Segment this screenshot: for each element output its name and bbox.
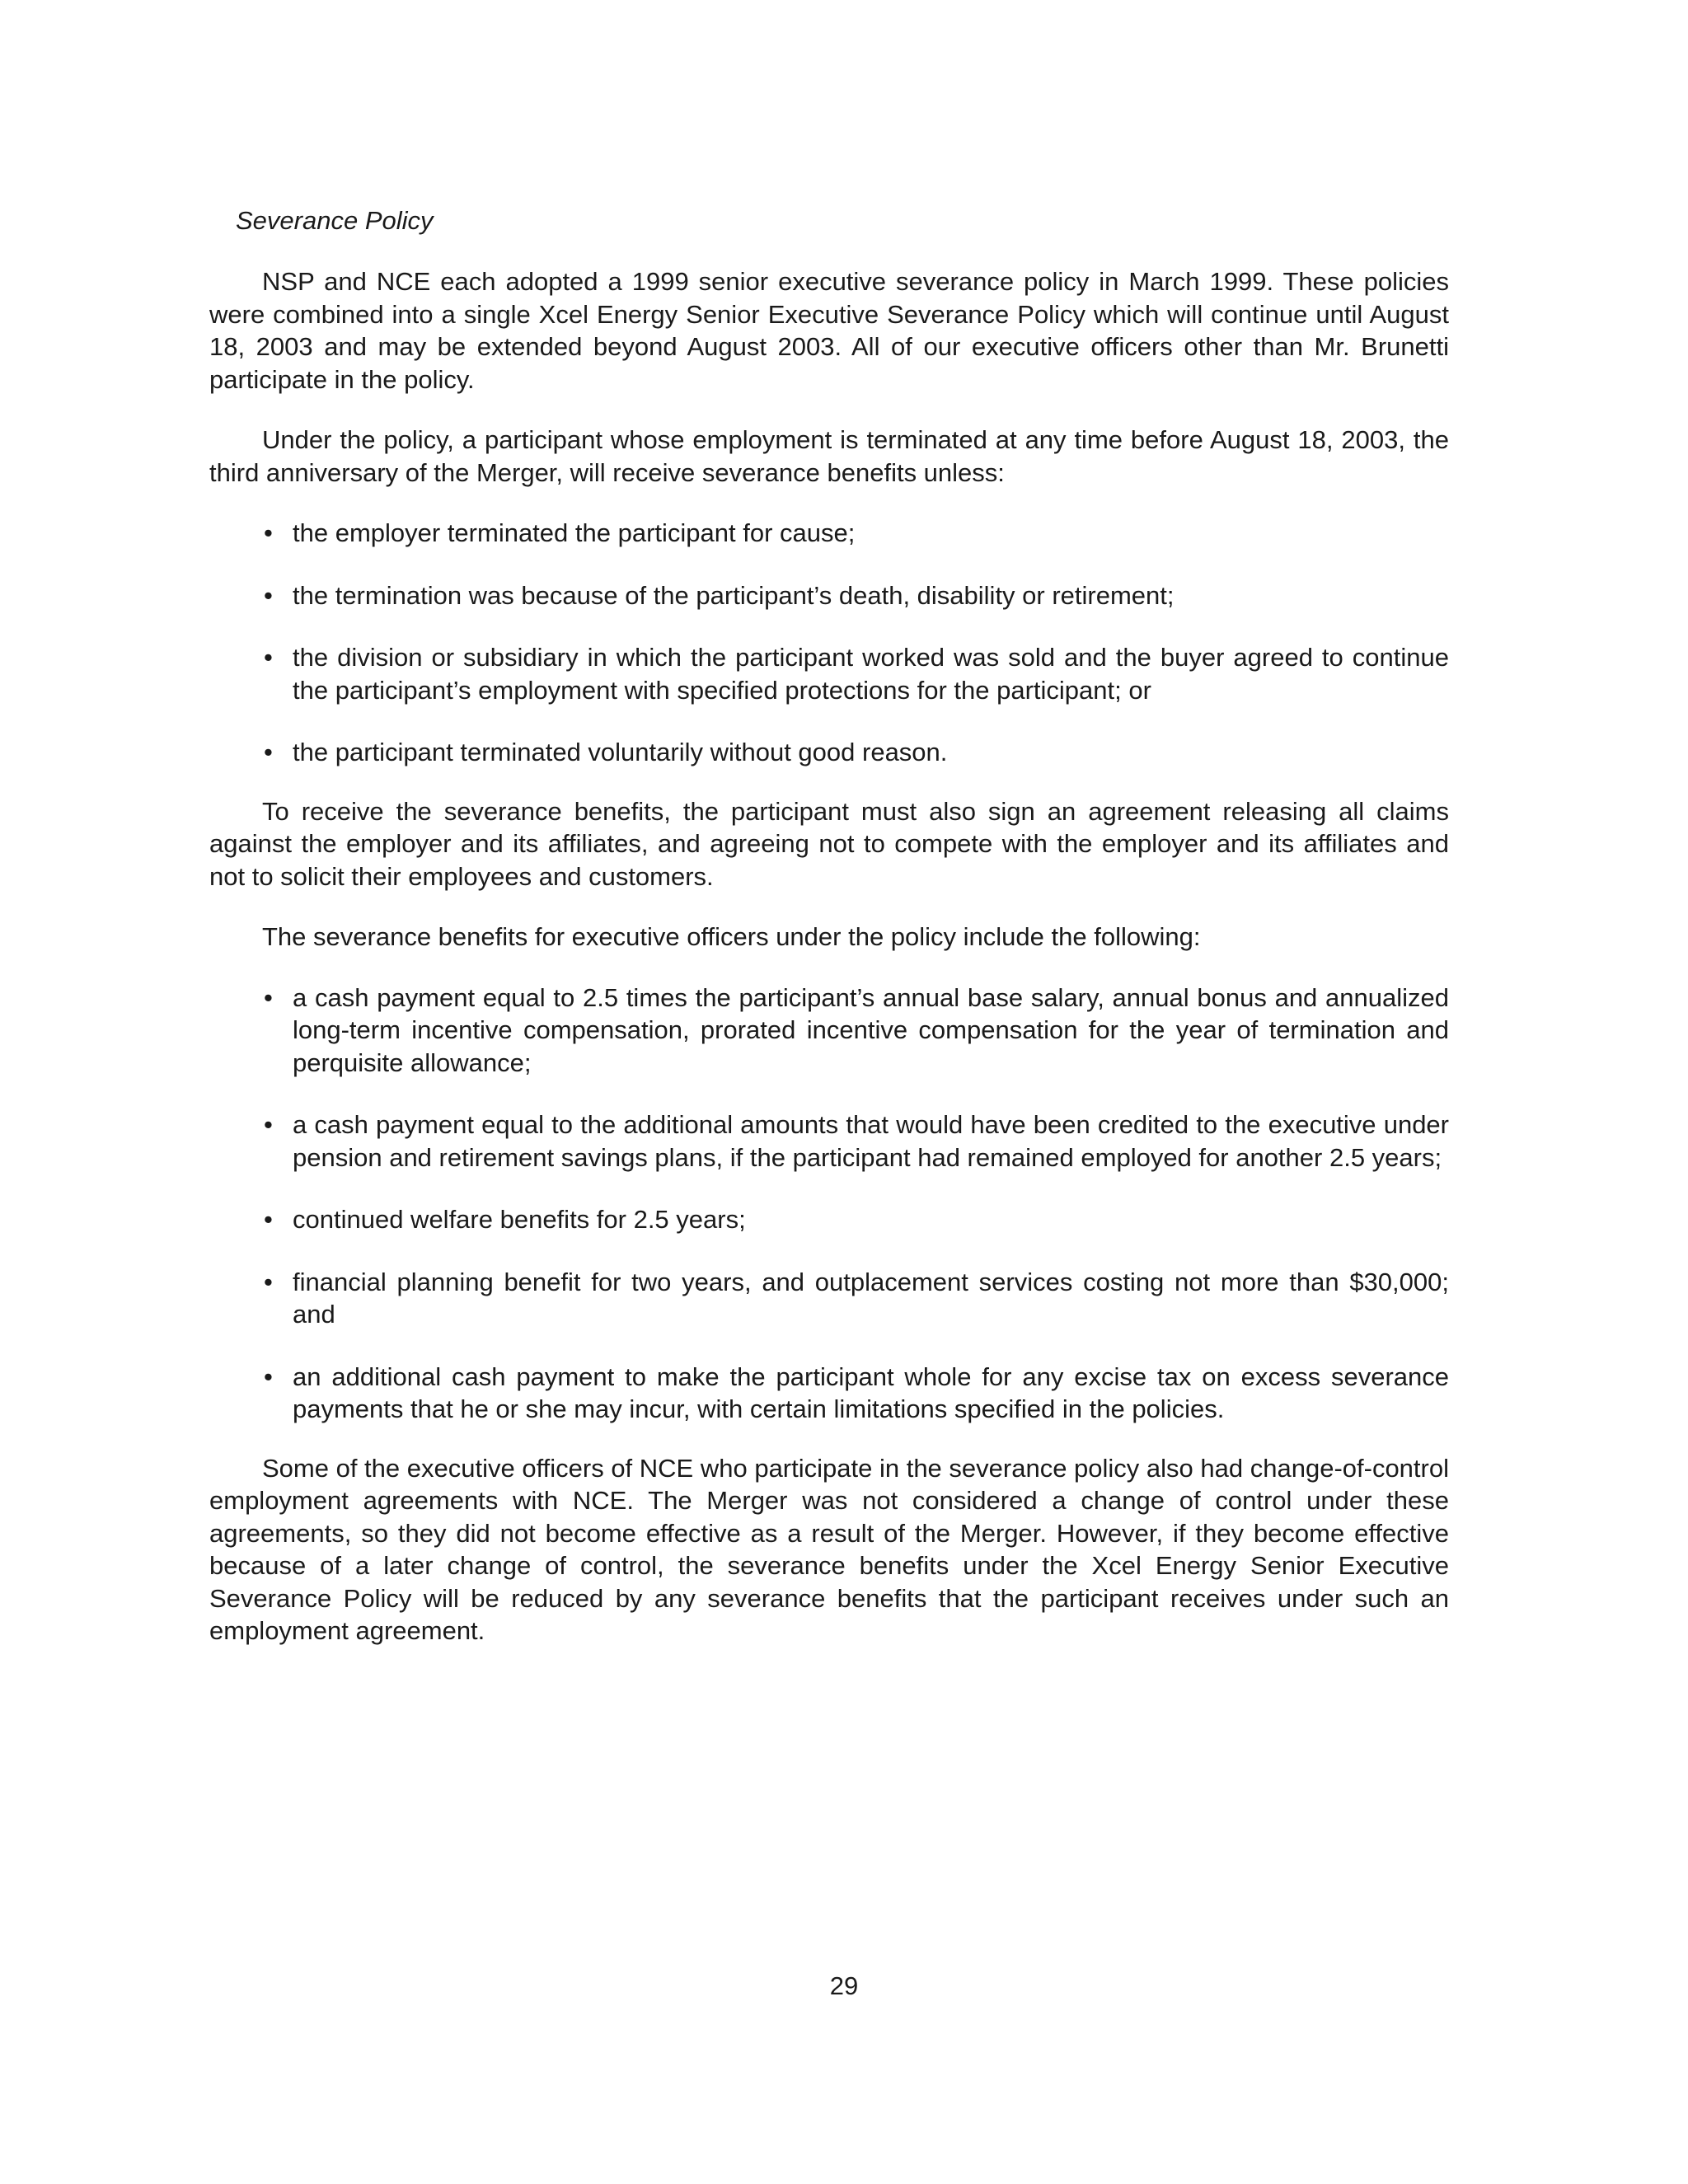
- benefits-list: [209, 982, 1449, 1426]
- bullet-icon: •: [264, 738, 273, 766]
- paragraph-benefits-intro: The severance benefits for executive officers under the policy include the following:: [262, 922, 1201, 951]
- bullet-icon: •: [264, 518, 273, 547]
- paragraph-policy-terms: Under the policy, a participant whose employment is terminated at any time before August 18, 2003, the third anniversary of the Merger, will receive severance benefits unless:: [209, 425, 1449, 487]
- list-item: [209, 982, 1449, 1080]
- list-item: [209, 1361, 1449, 1426]
- list-item: [209, 1266, 1449, 1331]
- list-item-text: a cash payment equal to the additional amounts that would have been credited to the executive under pension and retirement savings plans, if the participant had remained employed for another 2.5 years;: [293, 1110, 1449, 1172]
- list-item-text: the division or subsidiary in which the participant worked was sold and the buyer agreed to continue the participant’s employment with specified protections for the participant; or: [293, 643, 1449, 705]
- list-item: [209, 1108, 1449, 1174]
- list-item-text: financial planning benefit for two years, and outplacement services costing not more than $30,000; and: [293, 1267, 1449, 1329]
- section-heading: Severance Policy: [236, 206, 434, 235]
- bullet-icon: •: [264, 580, 273, 610]
- list-item: [209, 641, 1449, 706]
- bullet-icon: •: [264, 1110, 273, 1139]
- list-item-text: an additional cash payment to make the participant whole for any excise tax on excess severance payments that he or she may incur, with certain limitations specified in the policies.: [293, 1361, 1449, 1423]
- list-item: [209, 579, 1449, 612]
- bullet-icon: •: [264, 1267, 273, 1296]
- paragraph-change-of-control: Some of the executive officers of NCE who participate in the severance policy also had change-of-control employment agreements with NCE. The Merger was not considered a change of control under these agreements, so they did not become effective as a result of the Merger. However, if they become effective because of a later change of control, the severance benefits under the Xcel Energy Senior Executive Severance Policy will be reduced by any severance benefits that the participant receives under such an employment agreement.: [209, 1453, 1449, 1645]
- paragraph-policy-adoption: NSP and NCE each adopted a 1999 senior executive severance policy in March 1999. These policies were combined into a single Xcel Energy Senior Executive Severance Policy which will continue until August 18, 2003 and may be extended beyond August 2003. All of our executive officers other than Mr. Brunetti participate in the policy.: [209, 267, 1449, 394]
- paragraph-release-agreement: To receive the severance benefits, the participant must also sign an agreement releasing all claims against the employer and its affiliates, and agreeing not to compete with the employer and its affiliates and not to solicit their employees and customers.: [209, 796, 1449, 891]
- list-item: [209, 736, 1449, 769]
- bullet-icon: •: [264, 1205, 273, 1234]
- list-item-text: continued welfare benefits for 2.5 years;: [293, 1205, 746, 1234]
- bullet-icon: •: [264, 982, 273, 1012]
- bullet-icon: •: [264, 643, 273, 672]
- page-number: 29: [829, 1971, 859, 2000]
- list-item: [209, 1203, 1449, 1236]
- bullet-icon: •: [264, 1361, 273, 1391]
- list-item-text: a cash payment equal to 2.5 times the participant’s annual base salary, annual bonus and annualized long-term incentive compensation, prorated incentive compensation for the year of termination and perquisite allowance;: [293, 982, 1449, 1077]
- list-item-text: the termination was because of the participant’s death, disability or retirement;: [293, 580, 1175, 610]
- list-item-text: the participant terminated voluntarily without good reason.: [293, 738, 948, 766]
- list-item-text: the employer terminated the participant for cause;: [293, 518, 856, 547]
- exceptions-list: [209, 517, 1449, 769]
- document-page: [209, 204, 1449, 1675]
- list-item: [209, 517, 1449, 550]
